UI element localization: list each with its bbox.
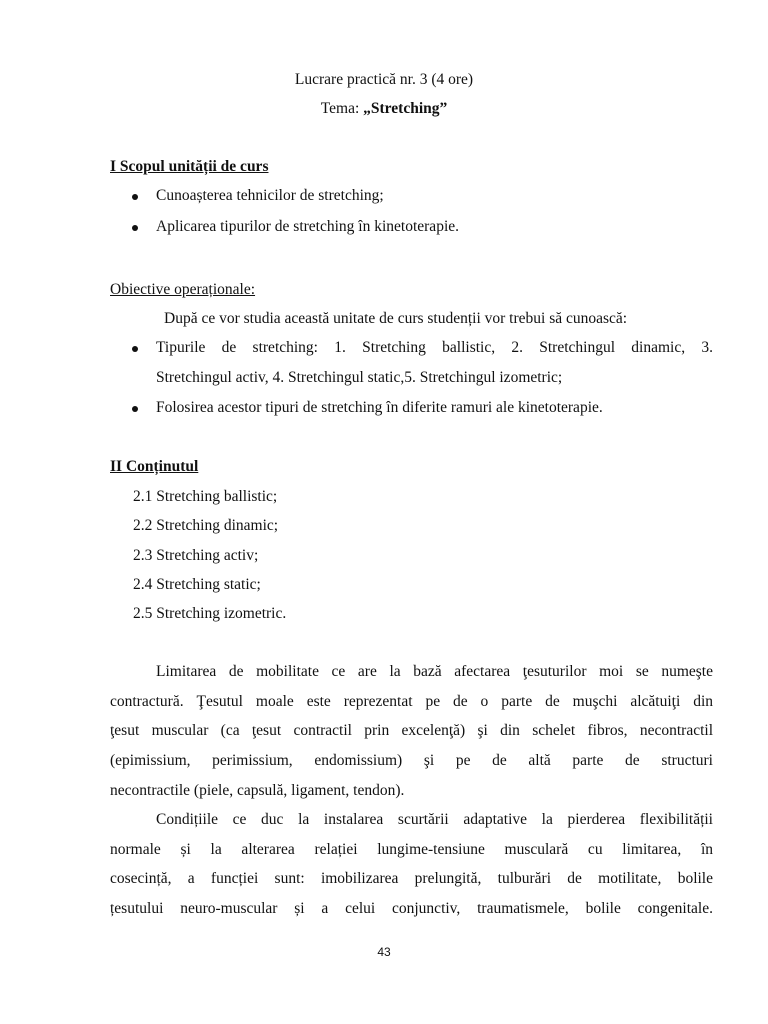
bullet-icon xyxy=(132,225,138,231)
objectives-heading: Obiective operaționale: xyxy=(110,281,256,298)
content-item: 2.2 Stretching dinamic; xyxy=(133,517,279,534)
objectives-intro: După ce vor studia această unitate de curs studenții vor trebui să cunoască: xyxy=(164,310,628,327)
paragraph-2-line: țesutului neuro-muscular și a celui conjunctiv, traumatismele, bolile congenitale. xyxy=(110,900,713,917)
paragraph-1-line: necontractile (piele, capsulă, ligament, tendon). xyxy=(110,782,405,799)
paragraph-2-line: Condițiile ce duc la instalarea scurtării adaptative la pierderea flexibilității xyxy=(156,811,713,828)
objectives-bullet-2: Folosirea acestor tipuri de stretching în diferite ramuri ale kinetoterapie. xyxy=(156,399,603,416)
paragraph-1-line: Limitarea de mobilitate ce are la bază afectarea ţesuturilor moi se numeşte xyxy=(156,663,713,680)
page-number: 43 xyxy=(377,945,391,959)
section-1-bullet-1: Cunoașterea tehnicilor de stretching; xyxy=(156,187,384,204)
bullet-icon xyxy=(132,406,138,412)
theme-prefix: Tema: xyxy=(320,100,364,117)
paragraph-2-line: cosecință, a funcției sunt: imobilizarea prelungită, tulburări de motilitate, bolile xyxy=(110,870,713,887)
section-1-bullet-2: Aplicarea tipurilor de stretching în kinetoterapie. xyxy=(156,218,459,235)
document-title: Lucrare practică nr. 3 (4 ore) xyxy=(294,71,474,88)
objectives-bullet-1-line-2: Stretchingul activ, 4. Stretchingul static,5. Stretchingul izometric; xyxy=(156,369,563,386)
paragraph-1-line: contractură. Ţesutul moale este reprezentat pe de o parte de muşchi alcătuiţi din xyxy=(110,693,713,710)
section-2-heading: II Conținutul xyxy=(110,458,199,475)
content-item: 2.4 Stretching static; xyxy=(133,576,261,593)
paragraph-2-line: normale și la alterarea relației lungime-tensiune musculară cu limitarea, în xyxy=(110,841,713,858)
document-theme xyxy=(0,99,768,119)
theme-value: „Stretching” xyxy=(363,100,448,117)
section-1-heading: I Scopul unității de curs xyxy=(110,158,269,175)
bullet-icon xyxy=(132,194,138,200)
content-item: 2.3 Stretching activ; xyxy=(133,547,259,564)
paragraph-1-line: (epimissium, perimissium, endomissium) şi pe de altă parte de structuri xyxy=(110,752,713,769)
content-item: 2.5 Stretching izometric. xyxy=(133,605,287,622)
objectives-bullet-1-line-1: Tipurile de stretching: 1. Stretching ballistic, 2. Stretchingul dinamic, 3. xyxy=(156,339,713,356)
paragraph-1-line: ţesut muscular (ca ţesut contractil prin excelenţă) şi din schelet fibros, necontractil xyxy=(110,722,713,739)
content-item: 2.1 Stretching ballistic; xyxy=(133,488,278,505)
bullet-icon xyxy=(132,346,138,352)
